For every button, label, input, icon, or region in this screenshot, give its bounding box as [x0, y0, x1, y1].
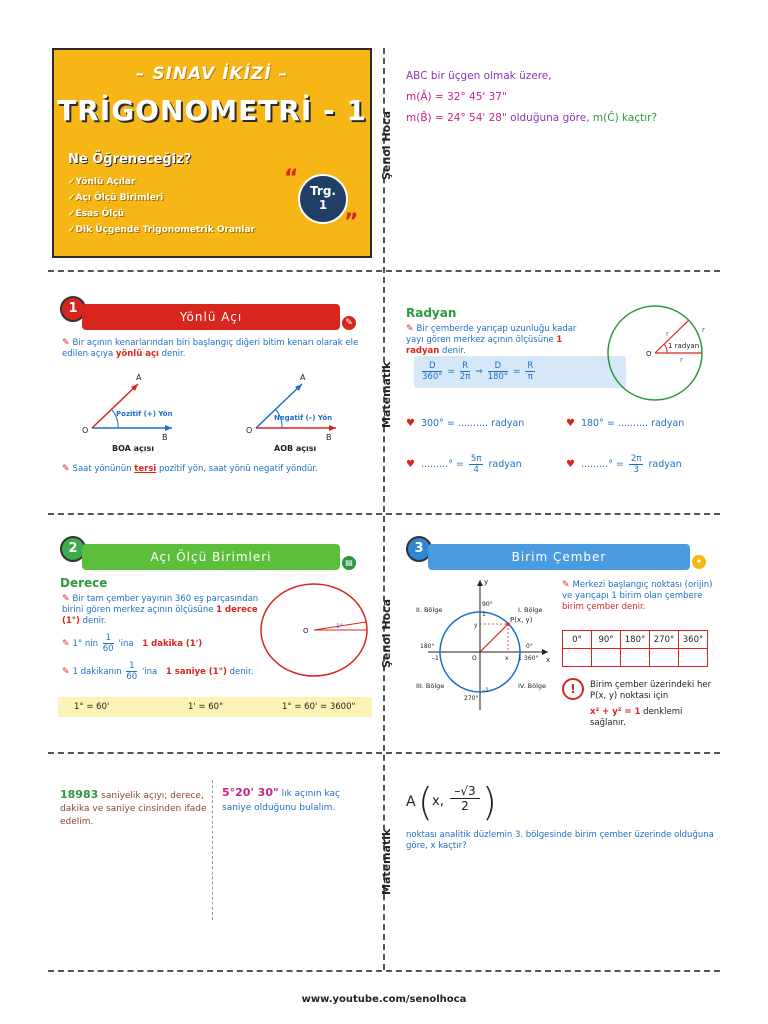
- degree-label: 90°: [482, 601, 493, 608]
- section-number-badge: 3: [406, 536, 432, 562]
- question-divider: [212, 780, 213, 920]
- section-number-badge: 1: [60, 296, 86, 322]
- coordinate-label: y: [474, 622, 478, 629]
- fraction: –√3 2: [450, 784, 480, 813]
- point-a-label: A: [300, 373, 306, 382]
- pencil-icon: ✎: [342, 316, 356, 330]
- table-row: [563, 649, 708, 667]
- pencil-bullet-icon: ✎: [62, 464, 70, 474]
- point-o-label: O: [246, 426, 253, 435]
- point-o-label: O: [303, 627, 309, 635]
- axis-tick-label: 1: [482, 611, 486, 618]
- question-seconds: 18983 saniyelik açıyı; derece, dakika ve saniye cinsinden ifade edelim.: [60, 788, 207, 827]
- direction-rule-text: ✎ Saat yönünün tersi pozitif yön, saat yönü negatif yöndür.: [62, 464, 318, 474]
- pencil-bullet-icon: ✎: [562, 580, 570, 590]
- radius-label: r: [666, 330, 669, 338]
- quote-close-icon: ”: [344, 210, 359, 235]
- lightbulb-icon: ✦: [692, 555, 706, 569]
- table-row: 0° 90° 180° 270° 360°: [563, 631, 708, 649]
- degree-label: 360°: [524, 655, 539, 662]
- section-number-badge: 2: [60, 536, 86, 562]
- page-title: TRİGONOMETRİ - 1: [57, 94, 367, 127]
- one-degree-label: 1°: [336, 623, 343, 630]
- region-label: I. Bölge: [518, 606, 543, 614]
- radyan-exercise: ♥ .........° = $\frac{2\pi}{3}$ radyan: [566, 454, 682, 475]
- region-label: III. Bölge: [416, 682, 445, 690]
- minute-definition: ✎ 1° nin $\frac{1}{60}$ 'ina 1 dakika (1'): [62, 633, 203, 654]
- list-item: ✓Esas Ölçü: [68, 209, 125, 219]
- one-radian-label: 1 radyan: [668, 342, 700, 350]
- list-item: ✓Yönlü Açılar: [68, 177, 136, 187]
- radius-label: r: [702, 326, 705, 334]
- heart-bullet-icon: ♥: [566, 418, 575, 429]
- degree-label: 0°: [526, 643, 533, 650]
- pencil-bullet-icon: ✎: [62, 594, 70, 604]
- question-abc: ABC bir üçgen olmak üzere, m(Â) = 32° 45' 37" m(B̂) = 24° 54' 28" olduğuna göre, m(Ĉ) kaçtır?: [406, 70, 658, 124]
- footer-url[interactable]: www.youtube.com/senolhoca: [301, 994, 467, 1005]
- second-definition: ✎ 1 dakikanın $\frac{1}{60}$ 'ina 1 saniye (1") denir.: [62, 661, 254, 682]
- figure-caption: AOB açısı: [274, 444, 317, 453]
- book-icon: ▤: [342, 556, 356, 570]
- degree-label: 180°: [420, 643, 435, 650]
- point-b-label: B: [326, 433, 332, 442]
- side-label-subject: Matematik: [380, 361, 393, 428]
- side-label-author: Şenol Hoca: [380, 598, 393, 668]
- list-item: ✓Açı Ölçü Birimleri: [68, 193, 164, 203]
- point-o-label: O: [472, 655, 477, 662]
- radyan-exercise: ♥ .........° = $\frac{5\pi}{4}$ radyan: [406, 454, 522, 475]
- point-a-label: A: [136, 373, 142, 382]
- degree-table: [562, 630, 708, 667]
- topic-badge: Trg. 1: [298, 174, 348, 224]
- list-item: ✓Dik Üçgende Trigonometrik Oranlar: [68, 225, 255, 235]
- section-banner: Birim Çember: [428, 544, 690, 570]
- degree-circle-figure: [258, 582, 370, 682]
- question-degree: 5°20' 30" lık açının kaç saniye olduğunu bulalım.: [222, 786, 340, 813]
- section-banner: Açı Ölçü Birimleri: [82, 544, 340, 570]
- header-card: [52, 48, 372, 258]
- header-kicker: – SINAV İKİZİ –: [135, 64, 289, 84]
- axis-tick-label: –1: [482, 687, 489, 694]
- degree-label: 270°: [464, 695, 479, 702]
- point-question-text: noktası analitik düzlemin 3. bölgesinde birim çember üzerinde olduğuna göre, x kaçtır?: [406, 830, 714, 851]
- point-b-label: B: [162, 433, 168, 442]
- radyan-definition: ✎ Bir çemberde yarıçap uzunluğu kadar yayı gören merkez açının ölçüsüne 1 radyan denir.: [406, 324, 577, 356]
- point-p-label: P(x, y): [510, 616, 533, 624]
- separator: [48, 970, 720, 972]
- region-label: IV. Bölge: [518, 682, 547, 690]
- pencil-bullet-icon: ✎: [62, 639, 70, 649]
- side-label-author: Şenol Hoca: [380, 110, 393, 180]
- radyan-title: Radyan: [406, 306, 457, 320]
- unit-circle-note: Birim çember üzerindeki her P(x, y) noktası için x² + y² = 1 denklemi sağlanır.: [590, 680, 712, 728]
- header-subtitle: Ne Öğreneceğiz?: [68, 152, 192, 167]
- heart-bullet-icon: ♥: [406, 459, 415, 470]
- negative-direction-label: Negatif (–) Yön: [274, 414, 333, 422]
- warning-icon: !: [562, 678, 584, 700]
- unit-circle-definition: ✎ Merkezi başlangıç noktası (orijin) ve yarıçapı 1 birim olan çembere birim çember denir.: [562, 580, 713, 612]
- pencil-bullet-icon: ✎: [62, 667, 70, 677]
- figure-caption: BOA açısı: [112, 444, 155, 453]
- positive-angle-figure: [80, 370, 200, 450]
- region-label: II. Bölge: [416, 606, 443, 614]
- pencil-bullet-icon: ✎: [62, 338, 70, 348]
- positive-direction-label: Pozitif (+) Yön: [116, 410, 173, 418]
- topic-list: [68, 174, 255, 238]
- unit-circle-figure: [408, 574, 558, 714]
- coordinate-label: x: [505, 655, 509, 662]
- point-o-label: O: [82, 426, 89, 435]
- axis-label: y: [484, 578, 489, 586]
- radyan-formula-box: $\frac{D}{360^\circ}$ = $\frac{R}{2\pi}$ ⇒ $\frac{D}{180^\circ}$ = $\frac{R}{\pi}$: [414, 356, 626, 388]
- point-o-label: O: [646, 350, 652, 358]
- derece-definition: ✎ Bir tam çember yayının 360 eş parçasından birini gören merkez açının ölçüsüne 1 derece (1°) denir.: [62, 594, 259, 626]
- radyan-exercise: ♥ 300° = .......... radyan: [406, 418, 525, 429]
- radius-label: r: [680, 356, 683, 364]
- pencil-bullet-icon: ✎: [406, 324, 414, 334]
- radyan-exercise: ♥ 180° = .......... radyan: [566, 418, 685, 429]
- heart-bullet-icon: ♥: [566, 459, 575, 470]
- section-banner: Yönlü Açı: [82, 304, 340, 330]
- radyan-circle-figure: [600, 298, 710, 408]
- negative-angle-figure: [244, 370, 364, 450]
- definition-text: ✎ Bir açının kenarlarından biri başlangıç diğeri bitim kenarı olarak ele edilen açıya yönlü açı denir.: [62, 338, 359, 359]
- axis-tick-label: 1: [518, 655, 522, 662]
- derece-title: Derece: [60, 576, 108, 590]
- quote-open-icon: “: [284, 166, 299, 191]
- side-label-subject: Matematik: [380, 828, 393, 895]
- axis-label: x: [546, 656, 551, 664]
- heart-bullet-icon: ♥: [406, 418, 415, 429]
- conversion-box: 1° = 60' 1' = 60" 1° = 60' = 3600": [58, 697, 372, 717]
- axis-tick-label: –1: [432, 655, 439, 662]
